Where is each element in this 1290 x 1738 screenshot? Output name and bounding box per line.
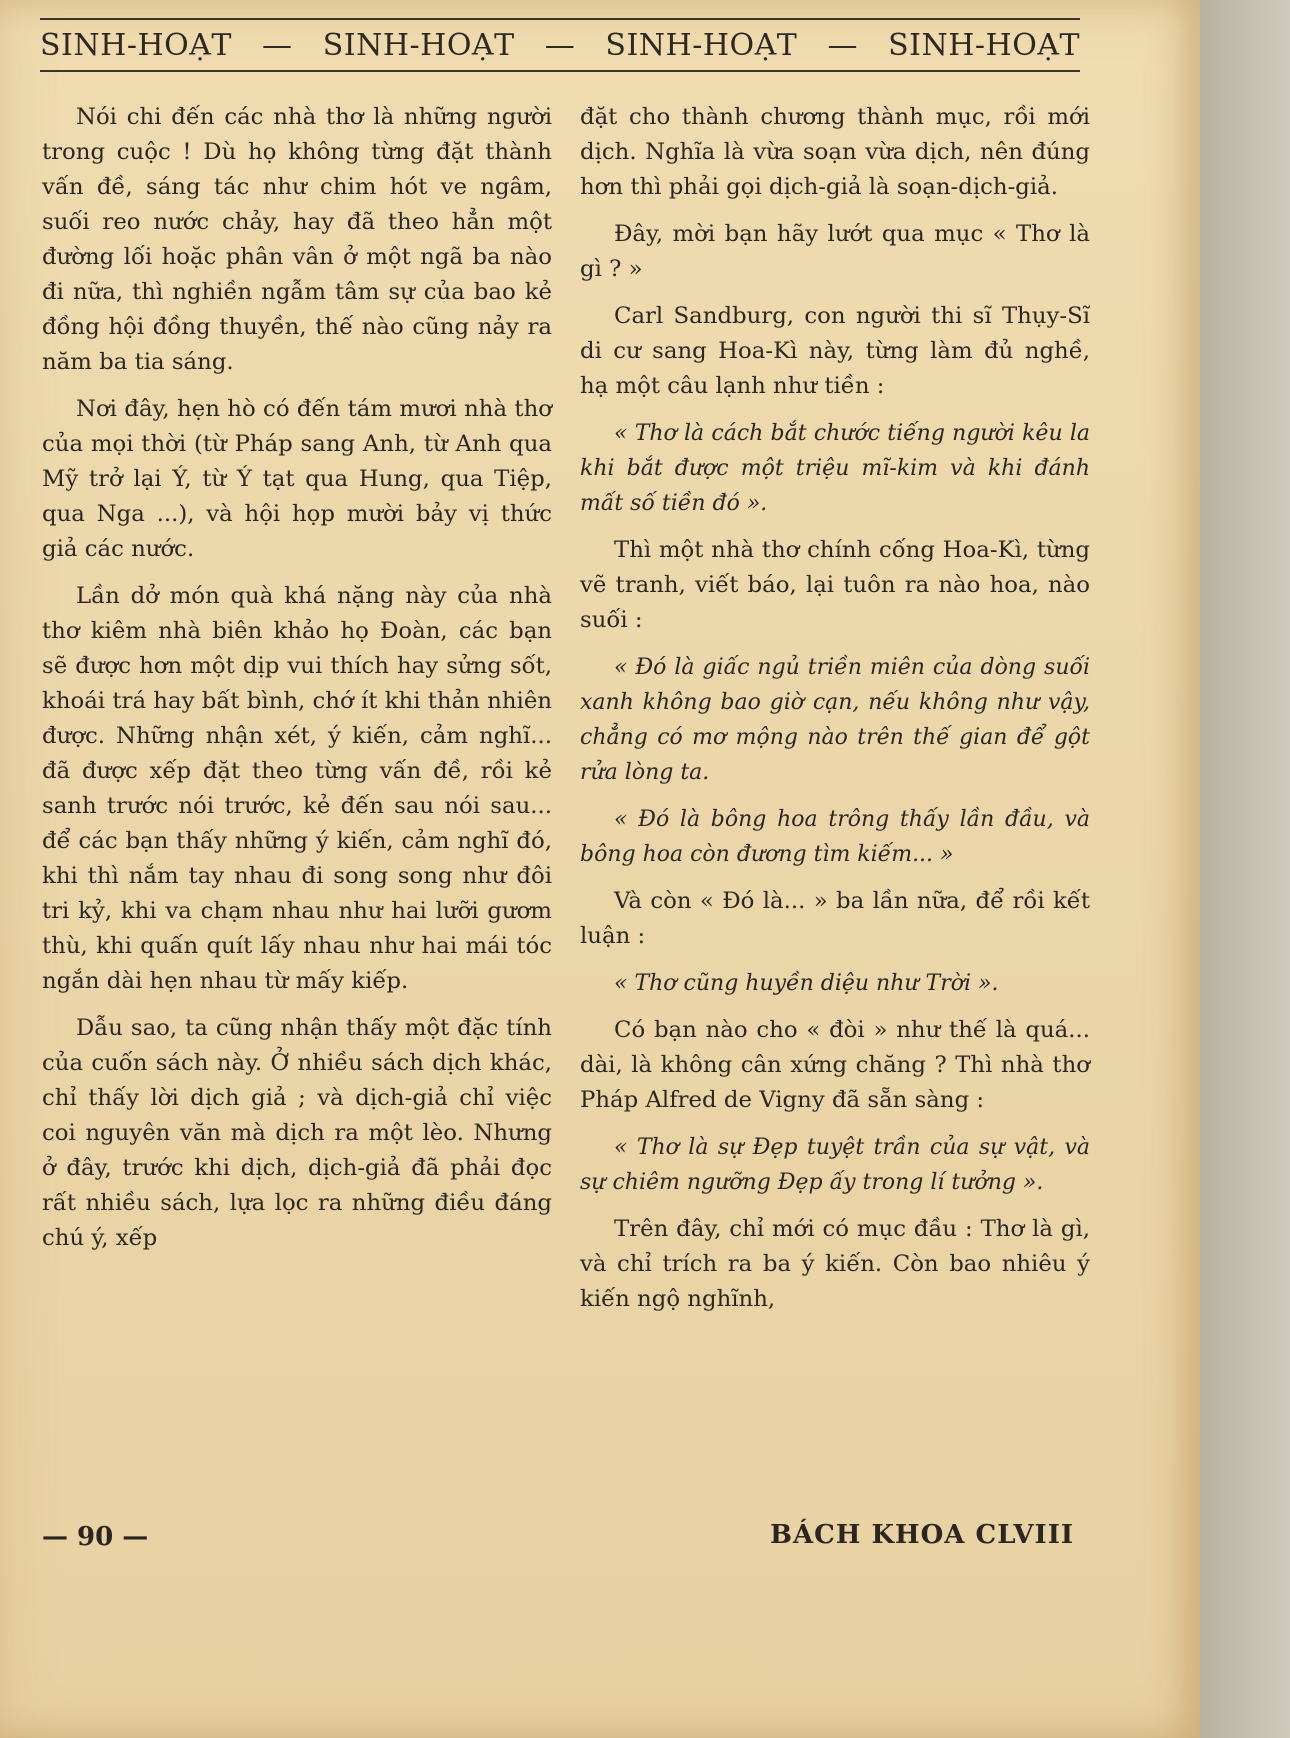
paragraph: Thì một nhà thơ chính cống Hoa-Kì, từng vẽ tranh, viết báo, lại tuôn ra nào hoa, nào suối : xyxy=(580,537,1090,633)
quote: « Thơ cũng huyền diệu như Trời ». xyxy=(614,971,999,996)
header-item: SINH-HOẠT xyxy=(322,27,515,63)
paragraph: Dẫu sao, ta cũng nhận thấy một đặc tính của cuốn sách này. Ở nhiều sách dịch khác, chỉ thấy lời dịch giả ; và dịch-giả chỉ việc coi nguyên văn mà dịch ra một lèo. Nhưng ở đây, trước khi dịch, dịch-giả đã phải đọc rất nhiều sách, lựa lọc ra những điều đáng chú ý, xếp xyxy=(42,1015,552,1251)
quote: « Đó là bông hoa trông thấy lần đầu, và bông hoa còn đương tìm kiếm... » xyxy=(580,807,1090,867)
magazine-title: BÁCH KHOA CLVIII xyxy=(770,1520,1075,1550)
left-column xyxy=(42,100,552,1268)
paragraph: Và còn « Đó là... » ba lần nữa, để rồi kết luận : xyxy=(580,888,1090,949)
header-dash: — xyxy=(827,27,858,63)
header-dash: — xyxy=(262,27,293,63)
page-number: — 90 — xyxy=(42,1522,149,1552)
paragraph: Trên đây, chỉ mới có mục đầu : Thơ là gì, và chỉ trích ra ba ý kiến. Còn bao nhiêu ý kiến ngộ nghĩnh, xyxy=(580,1216,1090,1312)
quote: « Đó là giấc ngủ triền miên của dòng suối xanh không bao giờ cạn, nếu không như vậy, chẳng có mơ mộng nào trên thế gian để gột rửa lòng ta. xyxy=(580,655,1090,785)
right-column xyxy=(580,100,1090,1329)
paragraph: Nói chi đến các nhà thơ là những người trong cuộc ! Dù họ không từng đặt thành vấn đề, sáng tác như chim hót ve ngâm, suối reo nước chảy, hay đã theo hẳn một đường lối hoặc phân vân ở một ngã ba nào đi nữa, thì nghiền ngẫm tâm sự của bao kẻ đồng hội đồng thuyền, thế nào cũng nảy ra năm ba tia sáng. xyxy=(42,104,552,375)
scan-border xyxy=(1200,0,1290,1738)
quote: « Thơ là cách bắt chước tiếng người kêu la khi bắt được một triệu mĩ-kim và khi đánh mất số tiền đó ». xyxy=(580,421,1090,516)
paragraph: Đây, mời bạn hãy lướt qua mục « Thơ là gì ? » xyxy=(580,221,1090,282)
header-dash: — xyxy=(544,27,576,63)
paragraph: Nơi đây, hẹn hò có đến tám mươi nhà thơ của mọi thời (từ Pháp sang Anh, từ Anh qua Mỹ trở lại Ý, từ Ý tạt qua Hung, qua Tiệp, qua Nga ...), và hội họp mười bảy vị thức giả các nước. xyxy=(42,396,552,562)
quote: « Thơ là sự Đẹp tuyệt trần của sự vật, và sự chiêm ngưỡng Đẹp ấy trong lí tưởng ». xyxy=(580,1135,1090,1195)
paragraph: Carl Sandburg, con người thi sĩ Thụy-Sĩ di cư sang Hoa-Kì này, từng làm đủ nghề, hạ một câu lạnh như tiền : xyxy=(580,303,1090,399)
header-item: SINH-HOẠT xyxy=(40,27,232,63)
paragraph: Có bạn nào cho « đòi » như thế là quá... dài, là không cân xứng chăng ? Thì nhà thơ Pháp Alfred de Vigny đã sẵn sàng : xyxy=(580,1017,1090,1113)
header-item: SINH-HOẠT xyxy=(888,27,1080,63)
paragraph: Lần dở món quà khá nặng này của nhà thơ kiêm nhà biên khảo họ Đoàn, các bạn sẽ được hơn một dịp vui thích hay sửng sốt, khoái trá hay bất bình, chớ ít khi thản nhiên được. Những nhận xét, ý kiến, cảm nghĩ... đã được xếp đặt theo từng vấn đề, rồi kẻ sanh trước nói trước, kẻ đến sau nói sau... để các bạn thấy những ý kiến, cảm nghĩ đó, khi thì nắm tay nhau đi song song như đôi tri kỷ, khi va chạm nhau như hai lưỡi gươm thù, khi quấn quít lấy nhau như hai mái tóc ngắn dài hẹn nhau từ mấy kiếp. xyxy=(42,583,552,994)
paragraph: đặt cho thành chương thành mục, rồi mới dịch. Nghĩa là vừa soạn vừa dịch, nên đúng hơn thì phải gọi dịch-giả là soạn-dịch-giả. xyxy=(580,104,1090,200)
header-item: SINH-HOẠT xyxy=(605,27,798,63)
running-header xyxy=(40,18,1080,72)
